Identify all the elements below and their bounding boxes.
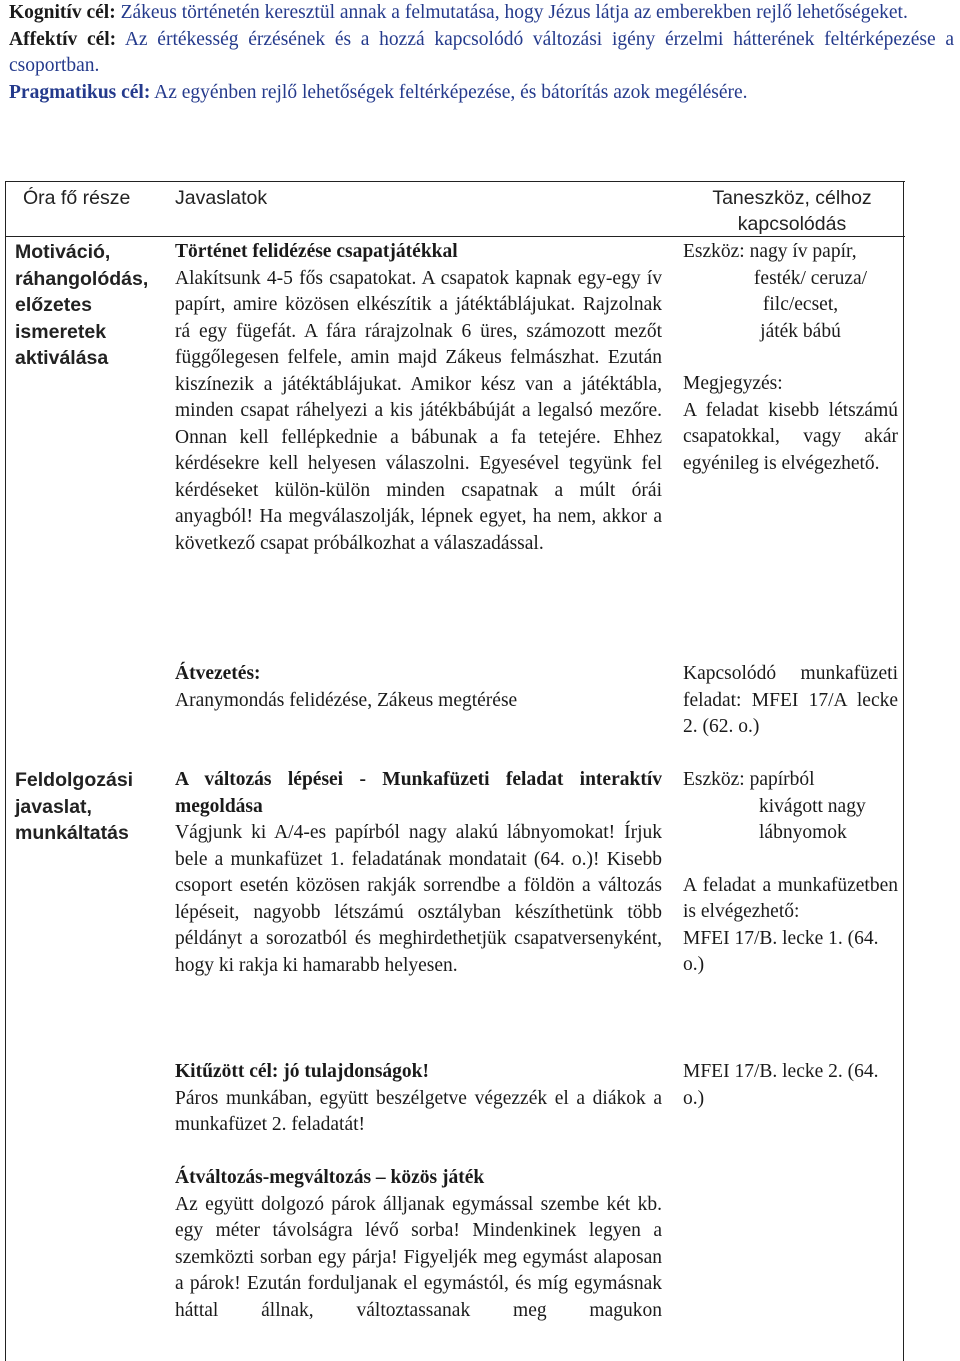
row1-tool-line-1: Eszköz: nagy ív papír, — [683, 241, 857, 262]
row2-suggestions — [175, 767, 662, 979]
goal-kognitiv — [9, 0, 954, 27]
transition-text: Aranymondás felidézése, Zákeus megtérése — [175, 689, 518, 711]
game-title: Átváltozás-megváltozás – közös játék — [175, 1167, 485, 1188]
header-part: Óra fő része — [23, 187, 131, 209]
row2-title: A változás lépései - Munkafüzeti feladat interaktív megoldása — [175, 769, 662, 817]
row1-tool-line-4: játék bábú — [760, 320, 841, 342]
row1-note-text: A feladat kisebb létszámú csapatokkal, vagy akár egyénileg is elvégezhető. — [683, 399, 898, 474]
row1-transition — [175, 661, 662, 714]
goal-pragmatikus — [9, 80, 954, 107]
row2-text: Vágjunk ki A/4-es papírból nagy alakú lábnyomokat! Írjuk bele a munkafüzet 1. feladatának mondatait (64. o.)! Kisebb csoport esetén közösen rakják sorrendbe a földön a változás lépéseit, nagyobb létszámú osztályban készíthetünk több példányt a sorozatból és meghirdethetjük csapatversenyként, hogy ki rakja ki hamarabb helyesen. — [175, 822, 662, 976]
goal-text: Páros munkában, együtt beszélgetve végezzék el a diákok a munkafüzet 2. feladatát! — [175, 1087, 662, 1135]
header-suggestions: Javaslatok — [175, 187, 268, 209]
row1-part-label: Motiváció, ráhangolódás, előzetes ismeretek aktiválása — [15, 241, 149, 369]
goal-kognitiv-text: Zákeus történetén keresztül annak a felmutatása, hogy Jézus látja az emberekben rejlő lehetőségeket. — [115, 2, 908, 23]
table-right-rule — [903, 181, 904, 1361]
row2-goal — [175, 1059, 662, 1139]
row2-tools — [683, 767, 898, 979]
row2-tool-line-1: Eszköz: papírból — [683, 769, 815, 790]
row2-tool-ref: MFEI 17/B. lecke 1. (64. o.) — [683, 927, 879, 975]
goal-affektiv-text: Az értékesség érzésének és a hozzá kapcsolódó változási igény érzelmi hátterének feltérképezése a csoportban. — [9, 28, 954, 76]
row2-game — [175, 1165, 662, 1324]
row2-tool-line-2: kivágott nagy — [759, 795, 866, 817]
row1-text: Alakítsunk 4-5 fős csapatokat. A csapatok kapnak egy-egy ív papírt, amire közösen elkészítik a játéktáblájukat. Rajzolnak rá egy fügefát. A fára rárajzolnak 6 üres, számozott mezőt függőlegesen felfele, amin majd Zákeus felmászhat. Ezután kiszínezik a játéktáblájukat. Amikor kész van a játéktábla, minden csapat ráhelyezi a kis játékbábúját a legalsó mezőre. Onnan kell fellépkednie a bábunak a fa tetejére. Ehhez kérdésekre kell helyesen válaszolni. Egyesével tegyünk fel kérdéseket külön-külön minden csapatnak a múlt órái anyagból! Ha megválaszolják, lépnek egyet, ha nem, akkor a következő csapat próbálkozhat a válaszadással. — [175, 267, 662, 554]
row1-title: Történet felidézése csapatjátékkal — [175, 241, 458, 262]
row1-tool-line-2: festék/ ceruza/ — [753, 267, 868, 289]
goal-affektiv — [9, 27, 954, 80]
row2-tool-note: A feladat a munkafüzetben is elvégezhető: — [683, 874, 898, 922]
transition-title: Átvezetés: — [175, 663, 261, 684]
row1-tool-line-3: filc/ecset, — [762, 294, 839, 315]
transition-tool: Kapcsolódó munkafüzeti feladat: MFEI 17/A lecke 2. (62. o.) — [683, 663, 898, 737]
goal-ref: MFEI 17/B. lecke 2. (64. o.) — [683, 1061, 879, 1109]
goal-affektiv-label: Affektív cél: — [9, 28, 117, 50]
goal-kognitiv-label: Kognitív cél: — [9, 2, 116, 23]
row2-tool-line-3: lábnyomok — [759, 822, 847, 843]
game-text: Az együtt dolgozó párok álljanak egymással szembe két kb. egy méter távolságra lévő sorba! Mindenkinek legyen a szemközti sorban egy párja! Figyeljék meg egymást alaposan a párok! Ezután forduljanak el egymástól, és míg egymásnak háttal állnak, változtassanak meg magukon — [175, 1193, 662, 1321]
goal-pragmatikus-label: Pragmatikus cél: — [9, 81, 151, 103]
lesson-table — [5, 181, 905, 1361]
row2-part-label: Feldolgozási javaslat, munkáltatás — [15, 769, 134, 844]
row1-suggestions — [175, 239, 662, 557]
goals-section — [9, 0, 954, 106]
row1-note-label: Megjegyzés: — [683, 373, 783, 394]
header-tools: Taneszköz, célhoz kapcsolódás — [712, 187, 872, 235]
goal-title: Kitűzött cél: jó tulajdonságok! — [175, 1061, 430, 1082]
row1-tools — [683, 239, 898, 477]
goal-pragmatikus-text: Az egyénben rejlő lehetőségek feltérképezése, és bátorítás azok megélésére. — [150, 81, 748, 103]
table-top-rule — [6, 181, 905, 182]
